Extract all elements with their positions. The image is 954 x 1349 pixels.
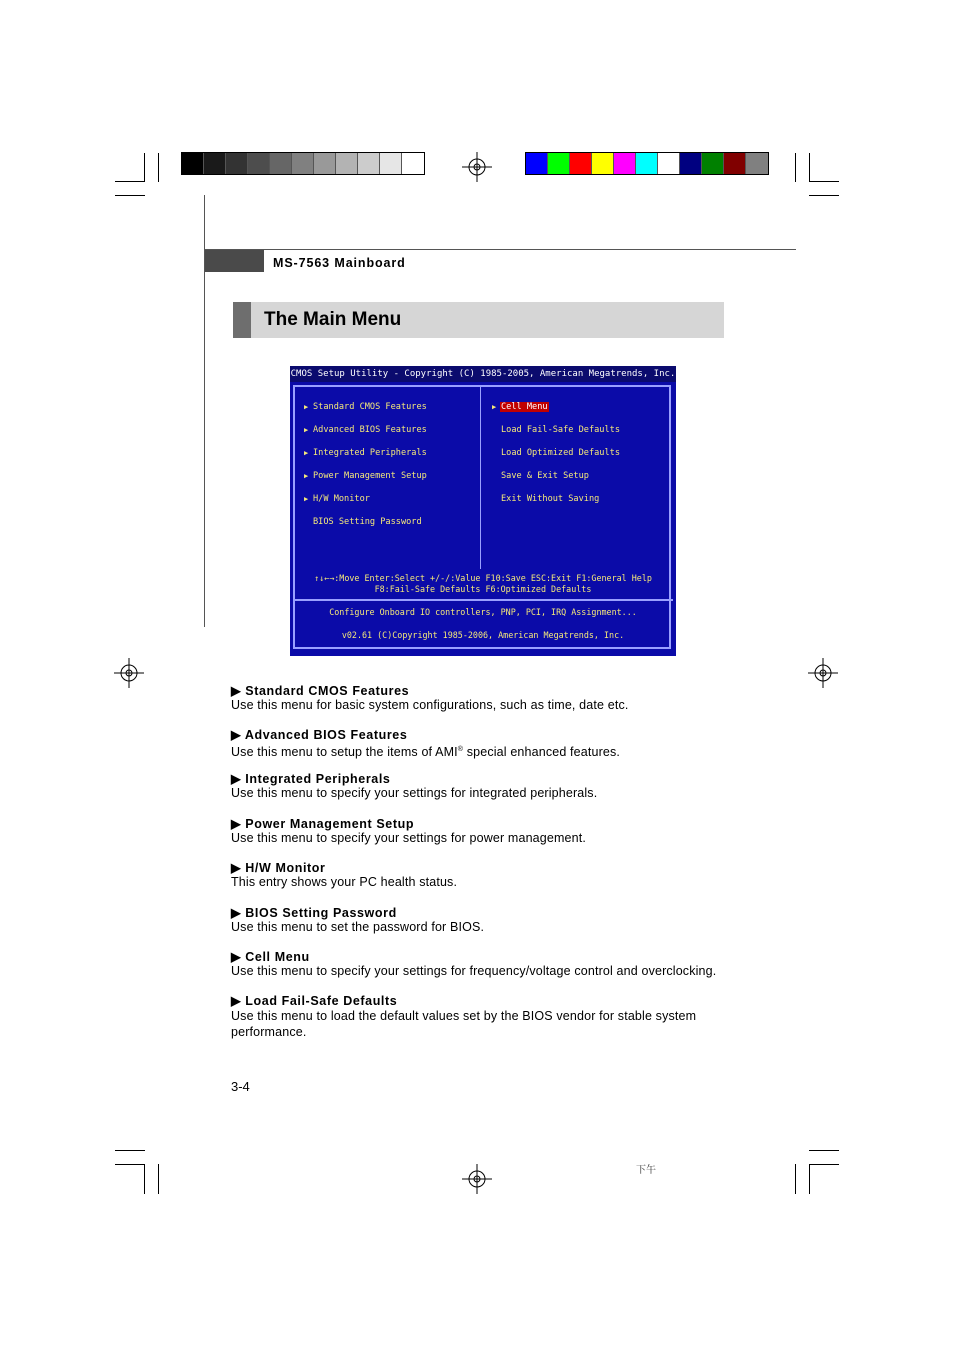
grayscale-swatch-bar (181, 152, 425, 175)
bios-item-advanced-bios[interactable]: Advanced BIOS Features (313, 425, 427, 435)
section-body: Use this menu to specify your settings for power management. (231, 831, 586, 845)
bios-divider (480, 385, 481, 569)
section-arrow-icon: ▶ (231, 728, 242, 742)
bios-item-cell-menu[interactable]: Cell Menu (501, 402, 548, 412)
crop-mark (809, 195, 839, 196)
crop-mark (809, 181, 839, 182)
bios-help-line: F8:Fail-Safe Defaults F6:Optimized Defaults (374, 584, 592, 594)
section-body: Use this menu to set the password for BIOS. (231, 920, 485, 934)
crop-mark (158, 1164, 159, 1194)
registration-mark-icon (462, 1164, 492, 1194)
crop-mark (795, 153, 796, 182)
title-tab (233, 302, 251, 338)
color-swatch (746, 153, 768, 174)
section-body: Use this menu to setup the items of AMI® special enhanced features. (231, 745, 621, 760)
crop-mark (158, 153, 159, 182)
bios-version-line: v02.61 (C)Copyright 1985-2006, American Megatrends, Inc. (341, 630, 625, 640)
corner-mark: 下午 (636, 1165, 656, 1176)
bios-item-arrow-icon: ▶ (304, 403, 309, 411)
bios-title: CMOS Setup Utility - Copyright (C) 1985-2005, American Megatrends, Inc. (290, 366, 676, 382)
color-swatch (270, 153, 292, 174)
color-swatch (358, 153, 380, 174)
section-arrow-icon: ▶ (231, 861, 242, 875)
color-swatch (702, 153, 724, 174)
color-swatch (204, 153, 226, 174)
color-swatch (724, 153, 746, 174)
section-heading: ▶ BIOS Setting Password (231, 906, 397, 920)
bios-item-power-management[interactable]: Power Management Setup (313, 471, 427, 481)
bios-status-line: Configure Onboard IO controllers, PNP, PCI, IRQ Assignment... (329, 607, 637, 617)
section-arrow-icon: ▶ (231, 950, 242, 964)
crop-mark (809, 153, 810, 182)
bios-item-hw-monitor[interactable]: H/W Monitor (313, 494, 370, 504)
crop-mark (144, 153, 145, 182)
crop-mark (144, 1164, 145, 1194)
color-swatch (526, 153, 548, 174)
section-arrow-icon: ▶ (231, 817, 242, 831)
registration-mark-icon (462, 152, 492, 182)
crop-mark (795, 1164, 796, 1194)
page-title-bar (233, 302, 724, 338)
bios-item-arrow-icon: ▶ (304, 495, 309, 503)
bios-divider (293, 599, 673, 601)
section-heading: ▶ H/W Monitor (231, 861, 326, 875)
section-heading: ▶ Power Management Setup (231, 817, 415, 831)
bios-item-load-optimized[interactable]: Load Optimized Defaults (501, 448, 620, 458)
color-swatch (614, 153, 636, 174)
bios-item-standard-cmos[interactable]: Standard CMOS Features (313, 402, 427, 412)
section-body: Use this menu to specify your settings for frequency/voltage control and overclocking. (231, 964, 717, 978)
bios-screenshot (290, 366, 676, 656)
section-heading: ▶ Cell Menu (231, 950, 310, 964)
color-swatch (636, 153, 658, 174)
bios-item-integrated-peripherals[interactable]: Integrated Peripherals (313, 448, 427, 458)
color-swatch (226, 153, 248, 174)
section-arrow-icon: ▶ (231, 906, 242, 920)
crop-mark (115, 1164, 145, 1165)
section-body: Use this menu for basic system configurations, such as time, date etc. (231, 698, 629, 712)
header-tab (205, 250, 264, 272)
crop-mark (115, 181, 145, 182)
section-heading: ▶ Advanced BIOS Features (231, 728, 408, 742)
section-body: This entry shows your PC health status. (231, 875, 458, 889)
page-title: The Main Menu (264, 309, 402, 330)
color-swatch (182, 153, 204, 174)
bios-item-load-fail-safe[interactable]: Load Fail-Safe Defaults (501, 425, 620, 435)
page-number: 3-4 (231, 1079, 250, 1094)
crop-mark (809, 1150, 839, 1151)
bios-item-save-exit[interactable]: Save & Exit Setup (501, 471, 589, 481)
crop-mark (809, 1164, 810, 1194)
color-swatch (336, 153, 358, 174)
bios-item-arrow-icon: ▶ (304, 449, 309, 457)
crop-mark (115, 195, 145, 196)
color-swatch (380, 153, 402, 174)
crop-mark (809, 1164, 839, 1165)
bios-item-arrow-icon: ▶ (304, 426, 309, 434)
registration-mark-icon (114, 658, 144, 688)
color-swatch (570, 153, 592, 174)
crop-mark (115, 1150, 145, 1151)
color-swatch (402, 153, 424, 174)
section-body: Use this menu to specify your settings for integrated peripherals. (231, 786, 598, 800)
section-heading: ▶ Load Fail-Safe Defaults (231, 994, 398, 1008)
header-label: MS-7563 Mainboard (273, 256, 406, 270)
section-body: Use this menu to load the default values set by the BIOS vendor for stable system performance. (231, 1009, 697, 1039)
bios-item-arrow-icon: ▶ (304, 472, 309, 480)
color-swatch (314, 153, 336, 174)
bios-item-exit-without-saving[interactable]: Exit Without Saving (501, 494, 600, 504)
registration-mark-icon (808, 658, 838, 688)
section-arrow-icon: ▶ (231, 772, 242, 786)
bios-item-arrow-icon: ▶ (492, 403, 497, 411)
color-swatch (592, 153, 614, 174)
section-arrow-icon: ▶ (231, 994, 242, 1008)
section-arrow-icon: ▶ (231, 684, 242, 698)
bios-item-bios-password[interactable]: BIOS Setting Password (313, 517, 422, 527)
color-swatch-bar (525, 152, 769, 175)
color-swatch (680, 153, 702, 174)
bios-help-line: ↑↓←→:Move Enter:Select +/-/:Value F10:Save ESC:Exit F1:General Help (314, 573, 652, 583)
header-rule (204, 249, 796, 250)
section-heading: ▶ Integrated Peripherals (231, 772, 391, 786)
section-heading: ▶ Standard CMOS Features (231, 684, 410, 698)
color-swatch (548, 153, 570, 174)
color-swatch (248, 153, 270, 174)
color-swatch (292, 153, 314, 174)
color-swatch (658, 153, 680, 174)
